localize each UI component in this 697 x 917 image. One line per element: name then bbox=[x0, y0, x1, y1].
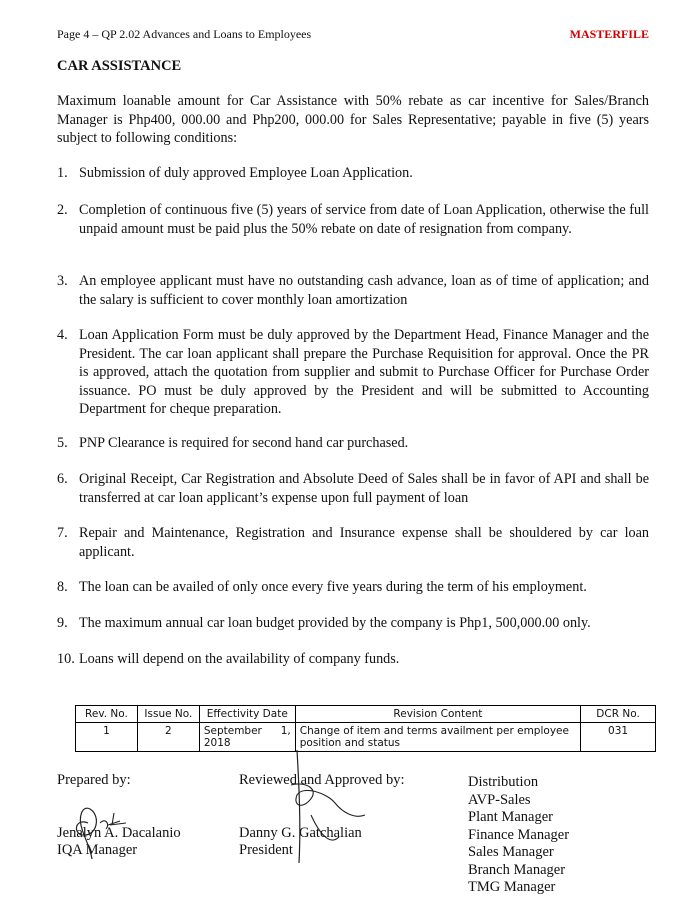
col-header-rev-no: Rev. No. bbox=[76, 706, 138, 723]
condition-number: 9. bbox=[57, 615, 68, 631]
col-header-revision-content: Revision Content bbox=[295, 706, 580, 723]
issue-no-cell: 2 bbox=[137, 723, 199, 752]
condition-number: 1. bbox=[57, 165, 68, 181]
condition-item bbox=[57, 578, 649, 597]
condition-text: The loan can be availed of only once every five years during the term of his employment. bbox=[79, 579, 587, 595]
page-header bbox=[57, 27, 649, 43]
distribution-item: TMG Manager bbox=[468, 879, 556, 895]
condition-text: PNP Clearance is required for second hand car purchased. bbox=[79, 435, 409, 451]
reviewed-signature-image bbox=[265, 745, 385, 875]
section-title: CAR ASSISTANCE bbox=[57, 58, 182, 74]
col-header-effectivity-date: Effectivity Date bbox=[199, 706, 295, 723]
condition-item bbox=[57, 614, 649, 633]
condition-text: The maximum annual car loan budget provided by the company is Php1, 500,000.00 only. bbox=[79, 615, 591, 631]
distribution-item: AVP-Sales bbox=[468, 791, 531, 808]
prepared-by-label: Prepared by: bbox=[57, 772, 131, 788]
condition-number: 3. bbox=[57, 273, 68, 289]
condition-number: 8. bbox=[57, 579, 68, 595]
condition-item bbox=[57, 326, 649, 419]
condition-item bbox=[57, 524, 649, 561]
dcr-no-cell: 031 bbox=[581, 723, 656, 752]
condition-item bbox=[57, 434, 649, 453]
condition-text: Original Receipt, Car Registration and Absolute Deed of Sales shall be in favor of API and shall be transferred at car loan applicant’s expense upon full payment of loan bbox=[79, 471, 649, 506]
reviewed-by-label: Reviewed and Approved by: bbox=[239, 772, 405, 788]
condition-text: Loans will depend on the availability of company funds. bbox=[79, 651, 400, 667]
condition-text: Submission of duly approved Employee Loan Application. bbox=[79, 165, 413, 181]
condition-item bbox=[57, 201, 649, 238]
condition-number: 6. bbox=[57, 471, 68, 487]
page-label: Page 4 – QP 2.02 Advances and Loans to Employees bbox=[57, 27, 312, 41]
condition-text: An employee applicant must have no outstanding cash advance, loan as of time of application; and the salary is sufficient to cover monthly loan amortization bbox=[79, 273, 649, 308]
distribution-label: Distribution bbox=[468, 774, 539, 790]
effectivity-date-cell: September 1, 2018 bbox=[199, 723, 295, 752]
condition-number: 5. bbox=[57, 435, 68, 451]
condition-text: Repair and Maintenance, Registration and Insurance expense shall be shouldered by car loan applicant. bbox=[79, 525, 649, 560]
condition-number: 10. bbox=[57, 651, 75, 667]
reviewed-by-title: President bbox=[239, 842, 293, 858]
distribution-item: Plant Manager bbox=[468, 809, 553, 825]
intro-paragraph: Maximum loanable amount for Car Assistance with 50% rebate as car incentive for Sales/Branch Manager is Php400, 000.00 and Php200, 000.00 for Sales Representative; payable in five (5) years subject to following conditions: bbox=[57, 93, 649, 146]
rev-no-cell: 1 bbox=[76, 723, 138, 752]
masterfile-label: MASTERFILE bbox=[569, 27, 649, 41]
table-header-row bbox=[76, 706, 656, 723]
prepared-signature-image bbox=[60, 795, 160, 870]
col-header-dcr-no: DCR No. bbox=[581, 706, 656, 723]
condition-item bbox=[57, 164, 649, 183]
condition-item bbox=[57, 650, 649, 669]
condition-text: Completion of continuous five (5) years of service from date of Loan Application, otherwise the full unpaid amount must be paid plus the 50% rebate on date of resignation from company. bbox=[79, 202, 649, 237]
distribution-item: Finance Manager bbox=[468, 826, 570, 843]
condition-number: 4. bbox=[57, 327, 68, 343]
revision-content-cell: Change of item and terms availment per employee position and status bbox=[295, 723, 580, 752]
condition-item bbox=[57, 470, 649, 507]
col-header-issue-no: Issue No. bbox=[137, 706, 199, 723]
reviewed-by-name: Danny G. Gatchalian bbox=[239, 824, 362, 841]
prepared-by-name: Jenalyn A. Dacalanio bbox=[57, 824, 181, 841]
distribution-block bbox=[468, 774, 569, 897]
condition-number: 7. bbox=[57, 525, 68, 541]
distribution-item: Sales Manager bbox=[468, 844, 554, 860]
condition-number: 2. bbox=[57, 202, 68, 218]
prepared-by-title: IQA Manager bbox=[57, 842, 138, 858]
condition-item bbox=[57, 272, 649, 309]
condition-text: Loan Application Form must be duly approved by the Department Head, Finance Manager and the President. The car loan applicant shall prepare the Purchase Requisition for approval. Once the PR is approved, attach the quotation from supplier and submit to Purchase Officer for Purchase Order issuance. PO must be duly approved by the President and will be submitted to Accounting Department for cheque preparation. bbox=[79, 327, 649, 417]
distribution-item: Branch Manager bbox=[468, 861, 566, 878]
